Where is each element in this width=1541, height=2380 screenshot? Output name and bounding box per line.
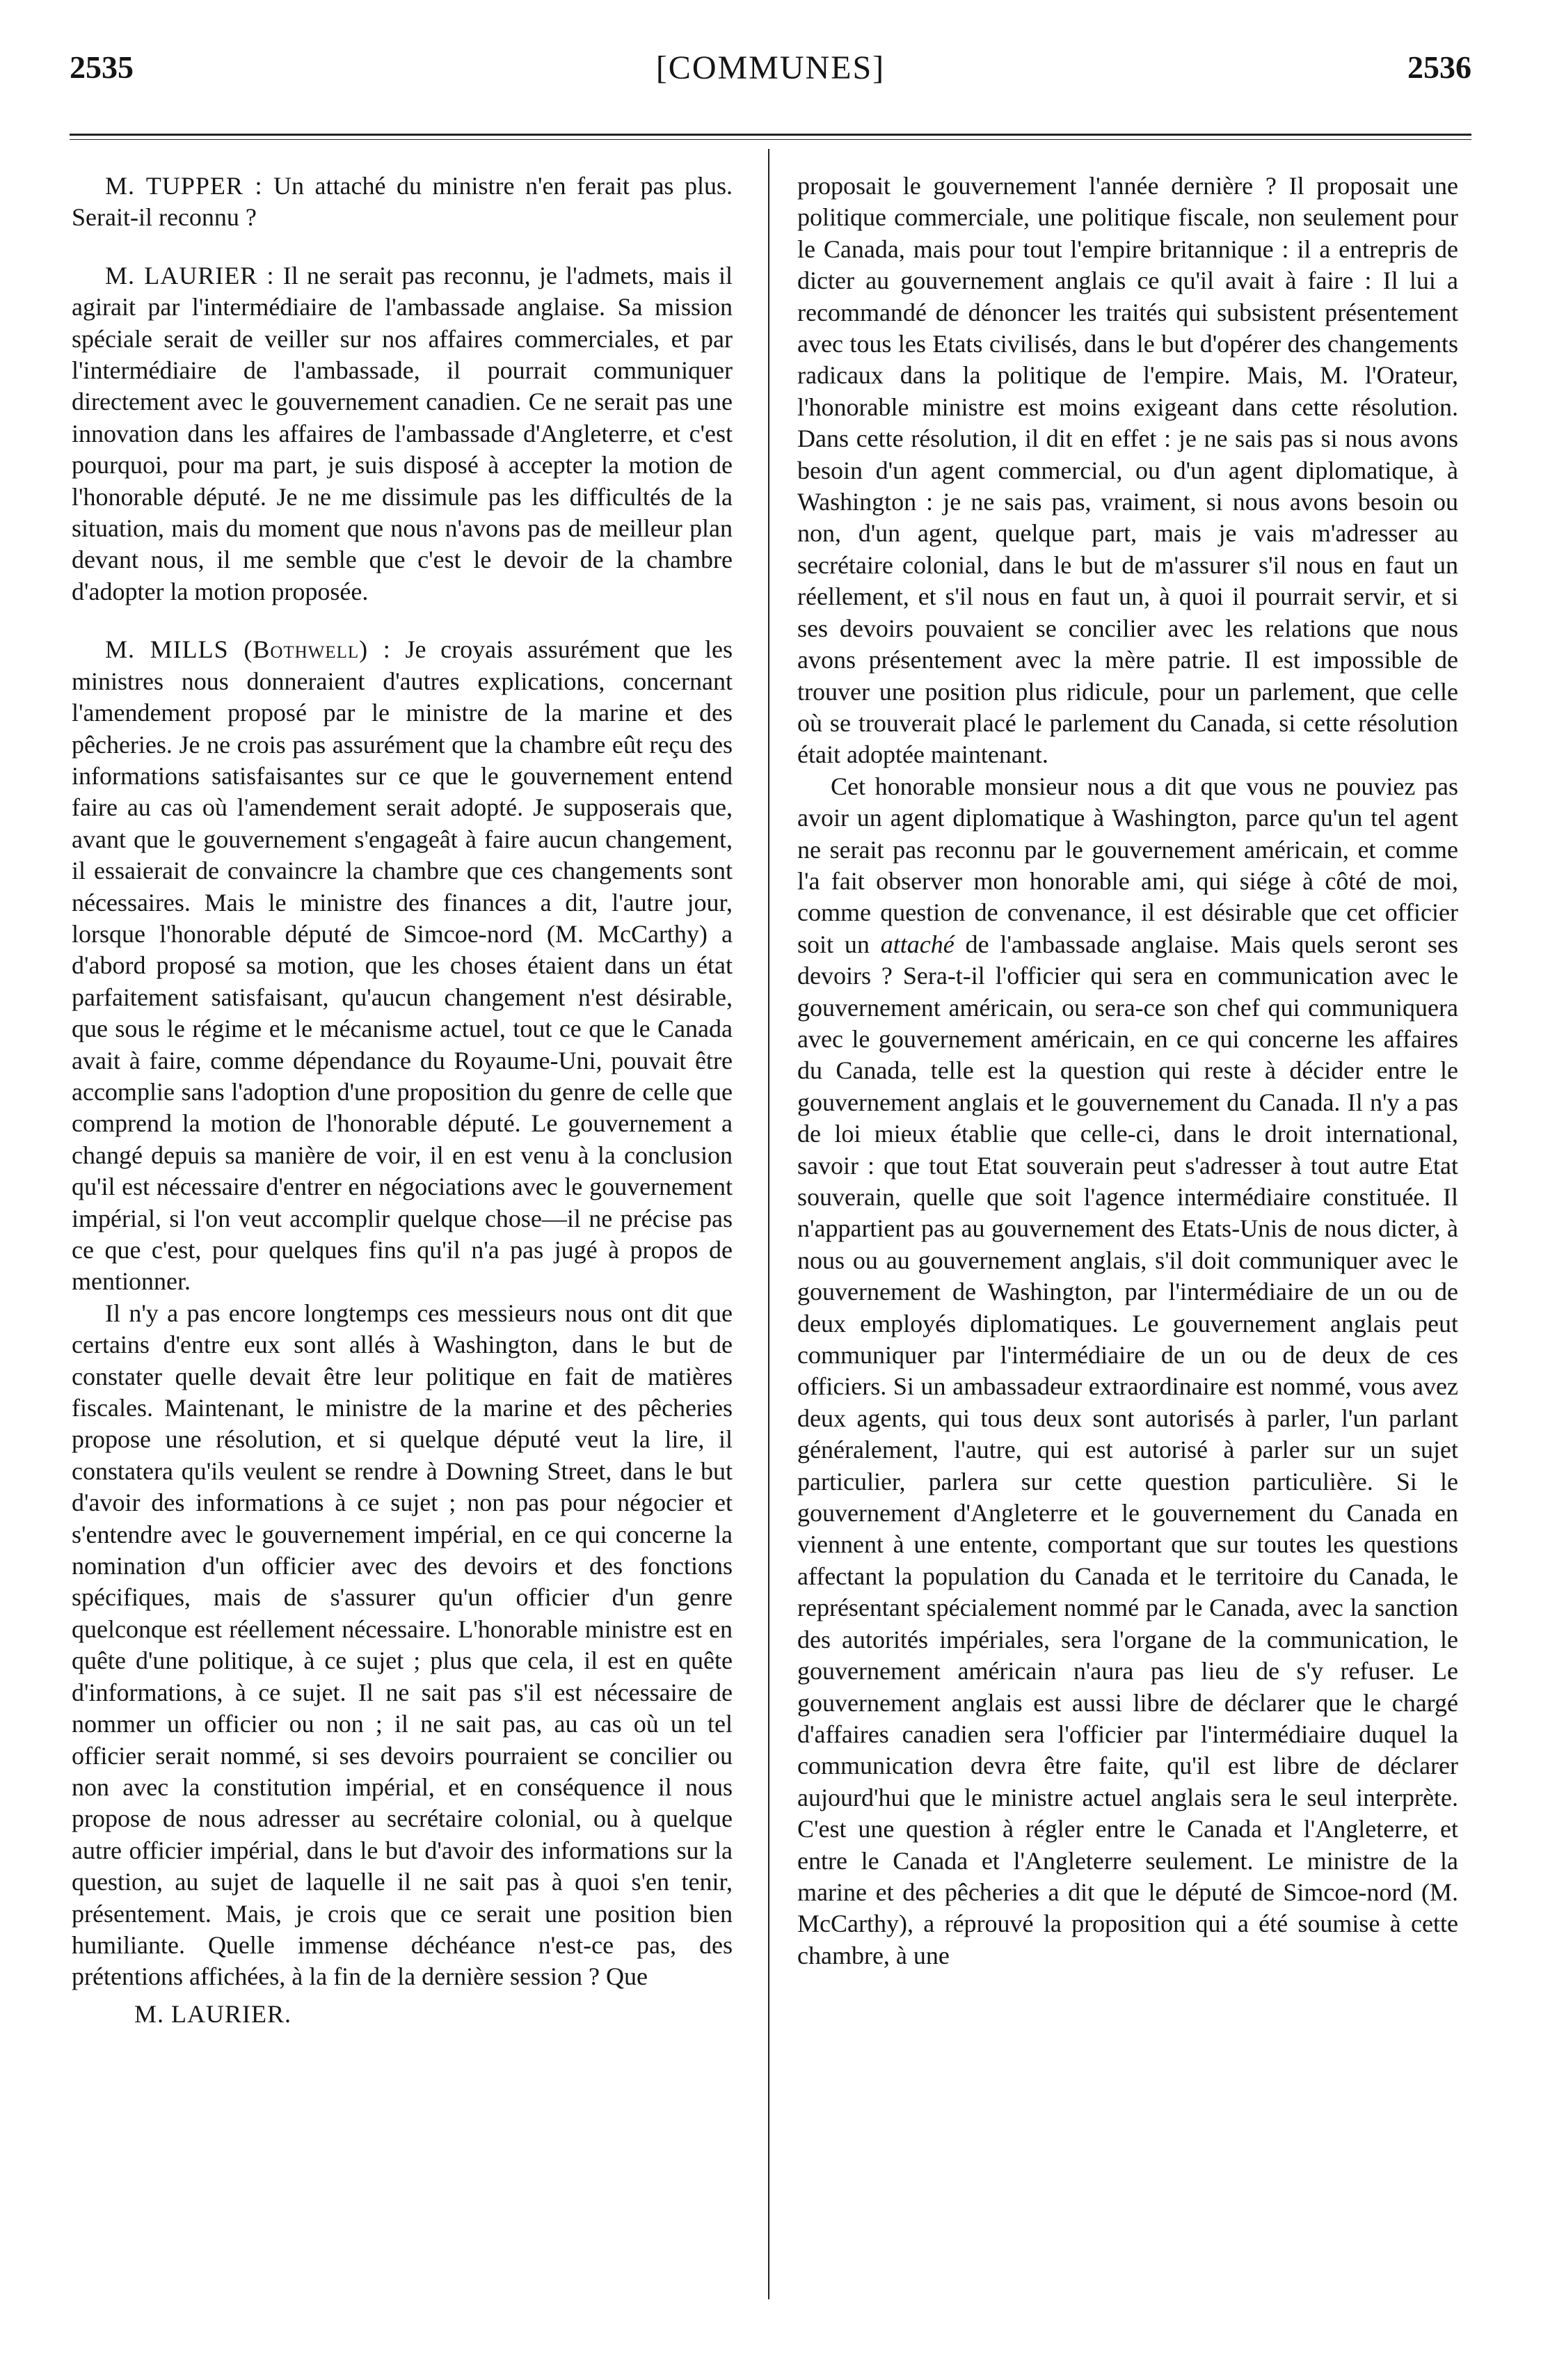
column-divider [768,149,769,2299]
signature-name: M. LAURIER. [134,1999,292,2028]
page-number-right: 2536 [1407,49,1471,85]
paragraph [72,1298,733,1993]
header-rule-thin [70,139,1471,140]
signature [72,1999,733,2030]
paragraph [72,634,733,1298]
section-title: [COMMUNES] [655,49,886,86]
speaker-name: M. LAURIER : [105,261,275,289]
left-column [72,170,733,2335]
speaker-name: M. MILLS (Bothwell) : [105,635,391,664]
paragraph-text: de l'ambassade anglaise. Mais quels seront ses devoirs ? Sera-t-il l'officier qui sera en communication avec le gouvernement américain, ou sera-ce son chef qui communiquera avec le gouvernement américain, en ce qui concerne les affaires du Canada, telle est la question qui reste à décider entre le gouvernement anglais et le gouvernement du Canada. Il n'y a pas de loi mieux établie que celle-ci, dans le droit international, savoir : que tout Etat souverain peut s'adresser à tout autre Etat souverain, quelle que soit l'agence intermédiaire constituée. Il n'appartient pas au gouvernement des Etats-Unis de nous dicter, à nous ou au gouvernement anglais, s'il doit communiquer avec le gouvernement de Washington, par l'intermédiaire de un ou de deux employés diplomatiques. Le gouvernement anglais peut communiquer par l'intermédiaire de un ou de deux de ces officiers. Si un ambassadeur extraordinaire est nommé, vous avez deux agents, qui tous deux sont autorisés à parler, l'un parlant généralement, l'autre, qui est autorisé à parler sur un sujet particulier, parlera sur cette question particulière. Si le gouvernement d'Angleterre et le gouvernement du Canada en viennent à une entente, comportant que sur toutes les questions affectant la population du Canada et le territoire du Canada, le représentant spécialement nommé par le Canada, avec la sanction des autorités impériales, sera l'organe de la communication, le gouvernement américain n'aura pas lieu de s'y refuser. Le gouvernement anglais est aussi libre de déclarer que le chargé d'affaires canadien sera l'officier par l'intermédiaire duquel la communication devra être faite, qu'il est libre de déclarer aujourd'hui que le ministre actuel anglais sera le seul interprète. C'est une question à régler entre le Canada et l'Angleterre, et entre le Canada et l'Angleterre seulement. Le ministre de la marine et des pêcheries a dit que le député de Simcoe-nord (M. McCarthy), a réprouvé la proposition qui a été soumise à cette chambre, à une [797,930,1458,1969]
speaker-name: M. TUPPER : [105,172,263,200]
header-rule [70,134,1471,136]
paragraph [72,170,733,234]
paragraph [797,771,1458,1972]
page-header [70,49,1471,104]
paragraph-text: Je croyais assurément que les ministres nous donneraient d'autres explications, concernant l'amendement proposé par le ministre de la marine et des pêcheries. Je ne crois pas assurément que la chambre eût reçu des informations satisfaisantes sur ce que le gouvernement entend faire au cas où l'amendement serait adopté. Je supposerais que, avant que le gouvernement s'engageât à faire aucun changement, il essaierait de convaincre la chambre que ces changements sont nécessaires. Mais le ministre des finances a dit, l'autre jour, lorsque l'honorable député de Simcoe-nord (M. McCarthy) a d'abord proposé sa motion, que les choses étaient dans un état parfaitement satisfaisant, qu'aucun changement n'est désirable, que sous le régime et le mécanisme actuel, tout ce que le Canada avait à faire, comme dépendance du Royaume-Uni, pouvait être accomplie sans l'adoption d'une proposition du genre de celle que comprend la motion de l'honorable député. Le gouvernement a changé depuis sa manière de voir, il en est venu à la conclusion qu'il est nécessaire d'entrer en négociations avec le gouvernement impérial, si l'on veut accomplir quelque chose—il ne précise pas ce que c'est, pour quelques fins qu'il n'a pas jugé à propos de mentionner. [72,635,733,1296]
right-column [797,170,1458,2335]
paragraph [797,170,1458,771]
paragraph-text: Un attaché du ministre n'en ferait pas plus. Serait-il reconnu ? [72,172,733,232]
paragraph [72,260,733,608]
paragraph-text: Il ne serait pas reconnu, je l'admets, mais il agirait par l'intermédiaire de l'ambassade anglaise. Sa mission spéciale serait de veiller sur nos affaires commerciales, et par l'intermédiaire de l'ambassade, il pourrait communiquer directement avec le gouvernement canadien. Ce ne serait pas une innovation dans les affaires de l'ambassade d'Angleterre, et c'est pourquoi, pour ma part, je suis disposé à accepter la motion de l'honorable député. Je ne me dissimule pas les difficultés de la situation, mais du moment que nous n'avons pas de meilleur plan devant nous, il me semble que c'est le devoir de la chambre d'adopter la motion proposée. [72,261,733,605]
paragraph-text: Il n'y a pas encore longtemps ces messieurs nous ont dit que certains d'entre eux sont allés à Washington, dans le but de constater quelle devait être leur politique en fait de matières fiscales. Maintenant, le ministre de la marine et des pêcheries propose une résolution, et si quelque député veut la lire, il constatera qu'ils veulent se rendre à Downing Street, dans le but d'avoir des informations à ce sujet ; non pas pour négocier et s'entendre avec le gouvernement impérial, en ce qui concerne la nomination d'un officier avec des devoirs et des fonctions spécifiques, mais de s'assurer qu'un officier d'un genre quelconque est réellement nécessaire. L'honorable ministre est en quête d'une politique, à ce sujet ; plus que cela, il est en quête d'informations, à ce sujet. Il ne sait pas s'il est nécessaire de nommer un officier ou non ; il ne sait pas, au cas où un tel officier serait nommé, si ses devoirs pourraient se concilier ou non avec la constitution impérial, et en conséquence il nous propose de nous adresser au secrétaire colonial, ou à quelque autre officier impérial, dans le but d'avoir des informations sur la question, au sujet de laquelle il ne sait pas à quoi s'en tenir, présentement. Mais, je crois que ce serait une position bien humiliante. Quelle immense déchéance n'est-ce pas, des prétentions affichées, à la fin de la dernière session ? Que [72,1299,733,1991]
emphasis-text: attaché [880,930,955,958]
page-number-left: 2535 [70,49,134,85]
paragraph-text: proposait le gouvernement l'année dernière ? Il proposait une politique commerciale, une politique fiscale, non seulement pour le Canada, mais pour tout l'empire britannique : il a entrepris de dicter au gouvernement anglais ce qu'il avait à faire : Il lui a recommandé de dénoncer les traités qui subsistent présentement avec tous les Etats civilisés, dans le but d'opérer des changements radicaux dans la politique de l'empire. Mais, M. l'Orateur, l'honorable ministre est moins exigeant dans cette résolution. Dans cette résolution, il dit en effet : je ne sais pas si nous avons besoin d'un agent commercial, ou d'un agent diplomatique, à Washington : je ne sais pas, vraiment, si nous avons besoin ou non, d'un agent, quelque part, mais je vais m'adresser au secrétaire colonial, dans le but de m'assurer s'il nous en faut un réellement, et s'il nous en faut un, à quoi il pourrait servir, et si ses devoirs pouvaient se concilier avec les relations que nous avons présentement avec la mère patrie. Il est impossible de trouver une position plus ridicule, pour un parlement, que celle où se trouverait placé le parlement du Canada, si cette résolution était adoptée maintenant. [797,172,1458,769]
paragraph-text: Cet honorable monsieur nous a dit que vous ne pouviez pas avoir un agent diplomatique à Washington, parce qu'un tel agent ne serait pas reconnu par le gouvernement américain, et comme l'a fait observer mon honorable ami, qui siége à côté de moi, comme question de convenance, il est désirable que cet officier soit un [797,772,1458,958]
